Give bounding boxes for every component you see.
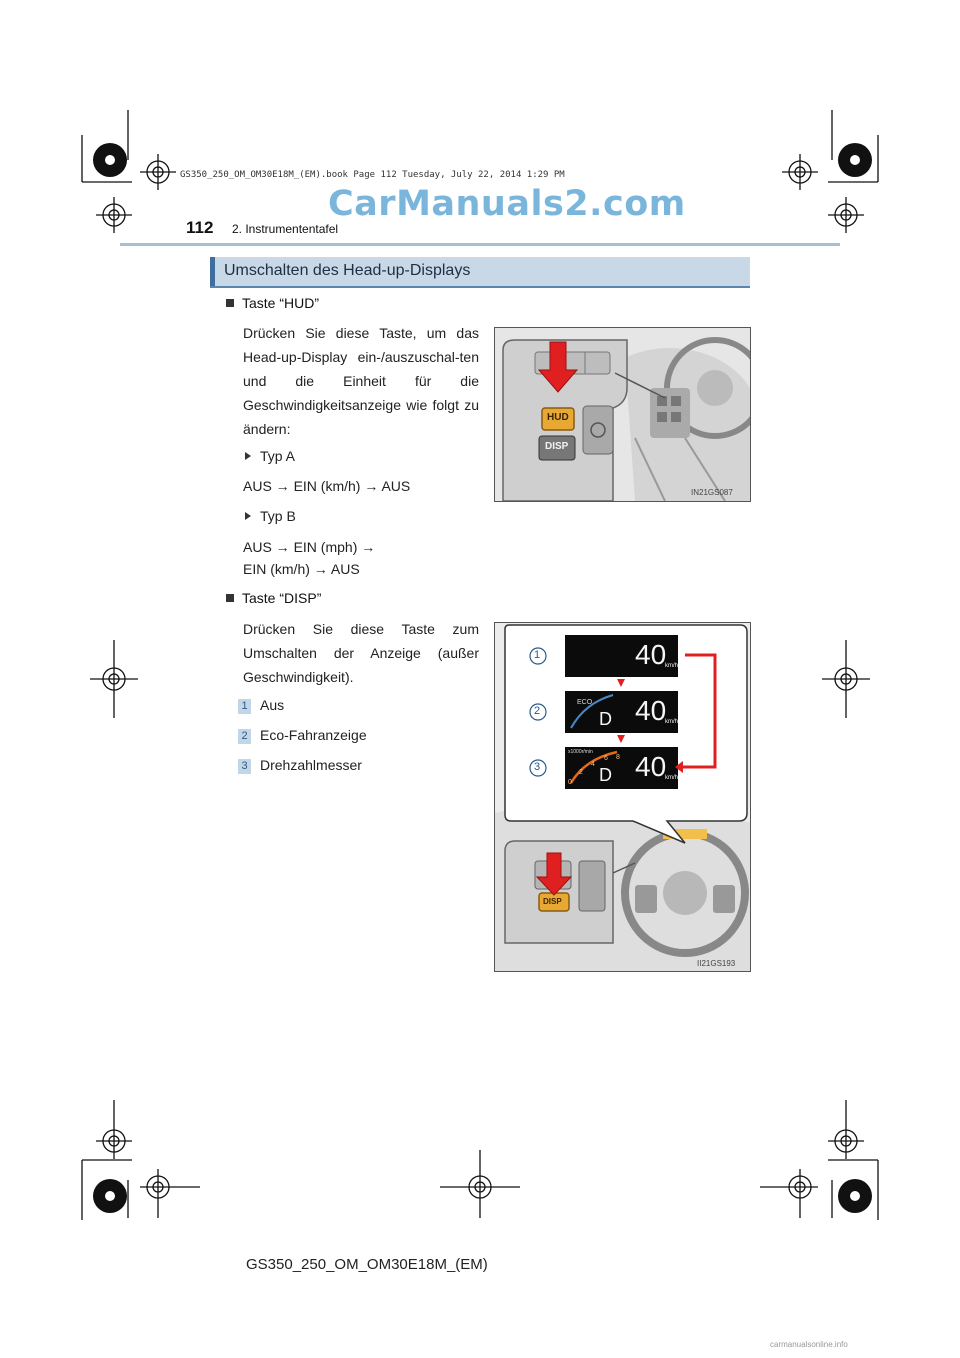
screen-number-1: 1 <box>534 649 541 661</box>
triangle-bullet-icon <box>245 512 251 520</box>
screen-3-unit: km/h <box>665 775 679 781</box>
type-b-sequence-1: AUS → EIN (mph) → <box>243 539 376 555</box>
disp-illustration-drawing <box>495 623 750 971</box>
tach-tick-2: 2 <box>579 769 583 776</box>
section-accent <box>210 257 215 286</box>
disp-body: Drücken Sie diese Taste zum Umschalten der Anzeige (außer Geschwindigkeit). <box>243 621 479 685</box>
crosshair-mark-ml <box>90 640 138 718</box>
square-bullet-icon <box>226 594 234 602</box>
type-b-label: Typ B <box>245 508 296 524</box>
disp-button-label: DISP <box>545 441 569 452</box>
screen-2-gear: D <box>599 709 612 729</box>
figure-hud-button <box>494 327 751 502</box>
figure-code: IN21GS087 <box>691 488 733 497</box>
screen-2-speed: 40 <box>635 695 667 726</box>
screen-number-2: 2 <box>534 705 541 717</box>
crosshair-mark-tl <box>140 154 176 190</box>
hud-console-drawing <box>495 328 750 501</box>
hud-button-label: HUD <box>547 412 569 423</box>
screen-2-unit: km/h <box>665 719 679 725</box>
screen-number-3: 3 <box>534 761 541 773</box>
tach-tick-8: 8 <box>616 754 620 761</box>
figure-disp-switching <box>494 622 751 972</box>
tach-tick-0: 0 <box>568 779 572 786</box>
figure-code: II21GS193 <box>697 959 736 968</box>
crosshair-mark-ll <box>96 1100 132 1159</box>
footer-model-code: GS350_250_OM_OM30E18M_(EM) <box>246 1256 488 1273</box>
type-a-sequence: AUS → EIN (km/h) → AUS <box>243 478 411 494</box>
hud-body: Drücken Sie diese Taste, um das Head-up-Display ein-/auszuschal-ten und die Einheit für die Geschwindigkeitsanzeige wie folgt zu ändern: <box>243 325 479 437</box>
section-title: Umschalten des Head-up-Displays <box>224 262 471 279</box>
screen-3-tach-label: x1000r/min <box>568 749 593 755</box>
triangle-bullet-icon <box>245 452 251 460</box>
print-info-line: GS350_250_OM_OM30E18M_(EM).book Page 112 Tuesday, July 22, 2014 1:29 PM <box>180 170 565 180</box>
screen-3-speed: 40 <box>635 751 667 782</box>
screen-1-speed: 40 <box>635 639 667 670</box>
legend-item-1: 1 Aus <box>238 697 284 714</box>
starburst-mark-bl <box>93 1179 127 1213</box>
chapter-title: 2. Instrumententafel <box>232 222 339 236</box>
page-number: 112 <box>186 218 214 237</box>
screen-2-eco-label: ECO <box>577 699 593 706</box>
crosshair-mark-br <box>760 1169 818 1218</box>
starburst-mark-tr <box>838 143 872 177</box>
legend-item-3: 3 Drehzahlmesser <box>238 757 362 774</box>
screen-1-unit: km/h <box>665 663 679 669</box>
starburst-mark-br <box>838 1179 872 1213</box>
header-rule <box>120 243 840 246</box>
type-b-sequence-2: EIN (km/h) → AUS <box>243 561 360 577</box>
watermark-logo: CarManuals2.com <box>328 184 686 224</box>
section-heading-bar <box>210 257 750 288</box>
starburst-mark-tl <box>93 143 127 177</box>
square-bullet-icon <box>226 299 234 307</box>
legend-item-2: 2 Eco-Fahranzeige <box>238 727 367 744</box>
crosshair-mark-mr <box>822 640 870 718</box>
screen-3-gear: D <box>599 765 612 785</box>
hud-heading: Taste “HUD” <box>226 295 319 311</box>
crosshair-mark-tr <box>782 154 818 190</box>
disp-button-label: DISP <box>543 897 562 906</box>
type-a-label: Typ A <box>245 448 295 464</box>
tach-tick-6: 6 <box>604 755 608 762</box>
crosshair-mark-ur <box>828 197 864 233</box>
crosshair-mark-bc <box>440 1150 520 1218</box>
bottom-watermark: carmanualsonline.info <box>770 1340 848 1349</box>
crosshair-mark-lr <box>828 1100 864 1159</box>
disp-heading: Taste “DISP” <box>226 590 321 606</box>
tach-tick-4: 4 <box>591 761 595 768</box>
crosshair-mark-ul <box>96 197 132 233</box>
crosshair-mark-bl <box>140 1169 200 1218</box>
